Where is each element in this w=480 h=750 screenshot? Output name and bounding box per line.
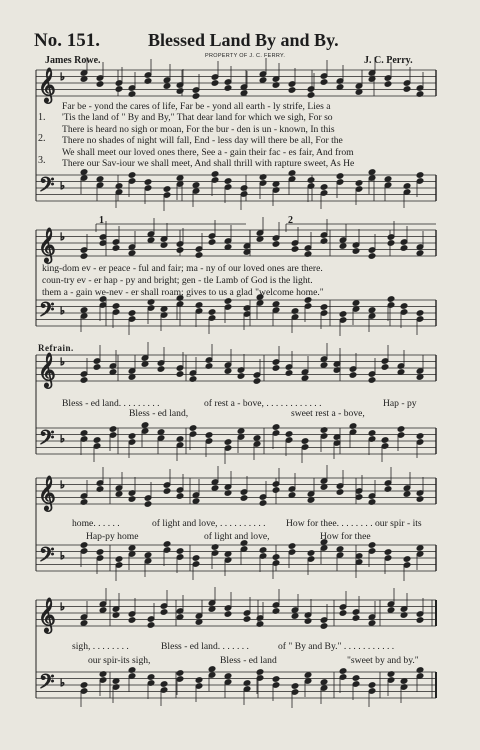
lyric-line: Far be - yond the cares of life, Far be - yond all earth - ly strife, Lies a (62, 101, 331, 112)
refrain-lyric: How for thee. . . . . . . . (286, 518, 373, 529)
refrain-lyric: of " By and By." . . . . . . . . . . . (278, 641, 395, 652)
lyric-line: There no shades of night will fall, End - less day will there be all, For the (62, 135, 343, 146)
lyric-line: There our Sav-iour we shall meet, And shall thrill with rapture sweet, As He (62, 158, 355, 169)
svg-text:𝄞: 𝄞 (38, 598, 56, 633)
lyric-line: king-dom ev - er peace - ful and fair; ma - ny of our loved ones are there. (42, 263, 323, 274)
lyric-line: them a - gain we-nev - er shall roam; gives to us a glad "welcome home." (42, 287, 324, 298)
refrain-bass-lyric: Bless - ed land (220, 655, 277, 666)
svg-text:𝄢: 𝄢 (39, 173, 55, 201)
lyric-line: We shall meet our loved ones there, See a - gain their fac - es fair, And from (62, 147, 354, 158)
composer: J. C. Perry. (364, 55, 413, 66)
lyric-line: 'Tis the land of " By and By," That dear land for which we sigh, For so (62, 112, 333, 123)
svg-text:𝄞: 𝄞 (38, 68, 56, 103)
svg-text:𝄞: 𝄞 (38, 476, 56, 511)
refrain-bass-lyric: sweet rest a - bove, (291, 408, 365, 419)
svg-text:𝄢: 𝄢 (39, 426, 55, 454)
copyright-notice: PROPERTY OF J. C. FERRY. (205, 53, 286, 59)
verse-number: 3. (38, 155, 46, 166)
refrain-lyric: our spir - its (375, 518, 422, 529)
svg-text:𝄞: 𝄞 (38, 353, 56, 388)
svg-text:♭: ♭ (60, 602, 65, 613)
svg-text:♭: ♭ (60, 551, 65, 562)
verse-number: 2. (38, 133, 46, 144)
refrain-bass-lyric: our spir-its sigh, (88, 655, 151, 666)
hymn-title: Blessed Land By and By. (148, 30, 339, 50)
refrain-lyric: of light and love, . . . . . . . . . . (152, 518, 266, 529)
verse-number: 1. (38, 112, 46, 123)
svg-text:♭: ♭ (60, 181, 65, 192)
refrain-lyric: Bless - ed land. . . . . . . . . (62, 398, 160, 409)
lyric-line: There is heard no sigh or moan, For the bur - den is un - known, In this (62, 124, 335, 135)
refrain-bass-lyric: "sweet by and by." (347, 655, 419, 666)
svg-text:𝄢: 𝄢 (39, 543, 55, 571)
refrain-lyric: sigh, . . . . . . . . (72, 641, 129, 652)
lyricist: James Rowe. (45, 55, 101, 66)
refrain-bass-lyric: Hap-py home (86, 531, 139, 542)
refrain-lyric: of rest a - bove, . . . . . . . . . . . . (204, 398, 322, 409)
svg-text:♭: ♭ (60, 678, 65, 689)
first-ending-mark: 1 (99, 215, 104, 226)
refrain-lyric: home. . . . . . (72, 518, 120, 529)
svg-text:𝄢: 𝄢 (39, 670, 55, 698)
svg-text:♭: ♭ (60, 434, 65, 445)
refrain-bass-lyric: How for thee (320, 531, 371, 542)
refrain-bass-lyric: of light and love, (204, 531, 270, 542)
svg-text:𝄞: 𝄞 (38, 228, 56, 263)
refrain-bass-lyric: Bless - ed land, (129, 408, 189, 419)
lyric-line: coun-try ev - er hap - py and bright; gen - tle Lamb of God is the light. (42, 275, 313, 286)
svg-text:♭: ♭ (60, 72, 65, 83)
refrain-label: Refrain. (38, 343, 74, 353)
second-ending-mark: 2 (288, 215, 293, 226)
refrain-lyric: Bless - ed land. . . . . . . (161, 641, 249, 652)
svg-text:♭: ♭ (60, 232, 65, 243)
svg-text:𝄢: 𝄢 (39, 298, 55, 326)
hymn-number: No. 151. (34, 30, 100, 51)
svg-text:♭: ♭ (60, 306, 65, 317)
svg-text:♭: ♭ (60, 357, 65, 368)
refrain-lyric: Hap - py (383, 398, 417, 409)
svg-text:♭: ♭ (60, 480, 65, 491)
